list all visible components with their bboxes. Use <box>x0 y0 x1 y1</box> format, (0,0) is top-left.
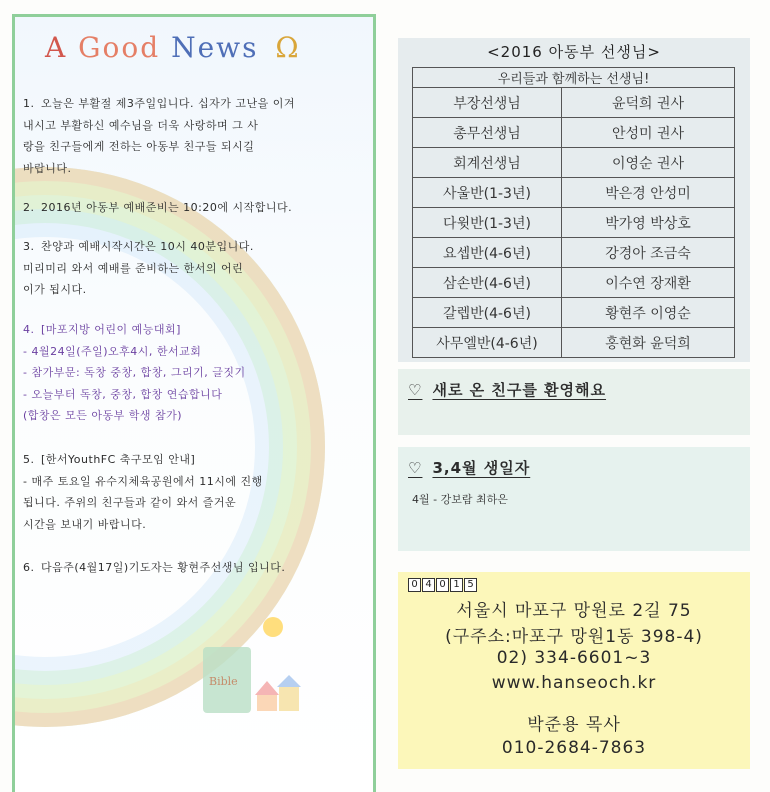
birthday-section <box>398 447 750 551</box>
heart-icon: ♡ <box>408 459 423 477</box>
mobile-number: 010-2684-7863 <box>501 738 647 758</box>
title-word-good: Good <box>78 31 161 64</box>
address-section <box>398 572 750 769</box>
teachers-title: <2016 아동부 선생님> <box>487 43 661 61</box>
phone-number: 02) 334-6601~3 <box>496 648 652 668</box>
notice-6: 6. 다음주(4월17일)기도자는 황현주선생님 입니다. <box>23 561 286 574</box>
title-word-news: News <box>171 31 259 64</box>
bible-illustration <box>195 607 305 717</box>
table-row: 갈렙반(4-6년) 황현주 이영순 <box>413 298 735 328</box>
welcome-section <box>398 369 750 435</box>
notice-5: 5. [한서YouthFC 축구모임 안내] - 매주 토요일 유수지체육공원에서 11시에 진행 됩니다. 주위의 친구들과 같이 와서 즐거운 시간을 보내기 바랍니다. <box>23 453 263 531</box>
news-panel <box>12 14 376 792</box>
table-row: 회계선생님 이영순 권사 <box>413 148 735 178</box>
pastor-name: 박준용 목사 <box>527 715 621 735</box>
table-row: 사울반(1-3년) 박은경 안성미 <box>413 178 735 208</box>
table-row: 다윗반(1-3년) 박가영 박상호 <box>413 208 735 238</box>
omega-icon: Ω <box>275 31 301 64</box>
table-row: 총무선생님 안성미 권사 <box>413 118 735 148</box>
table-row: 요셉반(4-6년) 강경아 조금숙 <box>413 238 735 268</box>
birthday-list: 4월 - 강보람 최하은 <box>412 493 508 506</box>
title-word-a: A <box>45 31 68 64</box>
old-address: (구주소:마포구 망원1동 398-4) <box>445 627 703 647</box>
welcome-heading: ♡ 새로 온 친구를 환영해요 <box>408 381 607 399</box>
notice-1: 1. 오늘은 부활절 제3주일입니다. 십자가 고난을 이겨 내시고 부활하신 예수님을 더욱 사랑하며 그 사 랑을 친구들에게 전하는 아동부 친구들 되시길 바랍니다. <box>23 97 295 175</box>
table-row: 삼손반(4-6년) 이수연 장재환 <box>413 268 735 298</box>
heart-icon: ♡ <box>408 381 423 399</box>
teachers-table-header: 우리들과 함께하는 선생님! <box>413 68 735 88</box>
street-address: 서울시 마포구 망원로 2길 75 <box>456 601 692 621</box>
notice-3: 3. 찬양과 예배시작시간은 10시 40분입니다. 미리미리 와서 예배를 준비하는 한서의 어린 이가 됩시다. <box>23 240 254 296</box>
table-row: 사무엘반(4-6년) 홍현화 윤덕희 <box>413 328 735 358</box>
table-row: 부장선생님 윤덕희 권사 <box>413 88 735 118</box>
website[interactable]: www.hanseoch.kr <box>491 673 657 693</box>
postcode: 0 4 0 1 5 <box>408 578 477 592</box>
notice-2: 2. 2016년 아동부 예배준비는 10:20에 시작합니다. <box>23 201 293 214</box>
svg-text:Bible: Bible <box>209 675 238 688</box>
birthday-heading: ♡ 3,4월 생일자 <box>408 459 531 477</box>
teachers-section <box>398 38 750 362</box>
teachers-table <box>412 67 735 358</box>
notice-4: 4. [마포지방 어린이 예능대회] - 4월24일(주일)오후4시, 한서교회 - 참가부문: 독창 중창, 합창, 그리기, 글짓기 - 오늘부터 독창, 중창, 합창 연습합니다 (합창은 모든 아동부 학생 참가) <box>23 323 246 422</box>
news-title <box>45 31 301 64</box>
